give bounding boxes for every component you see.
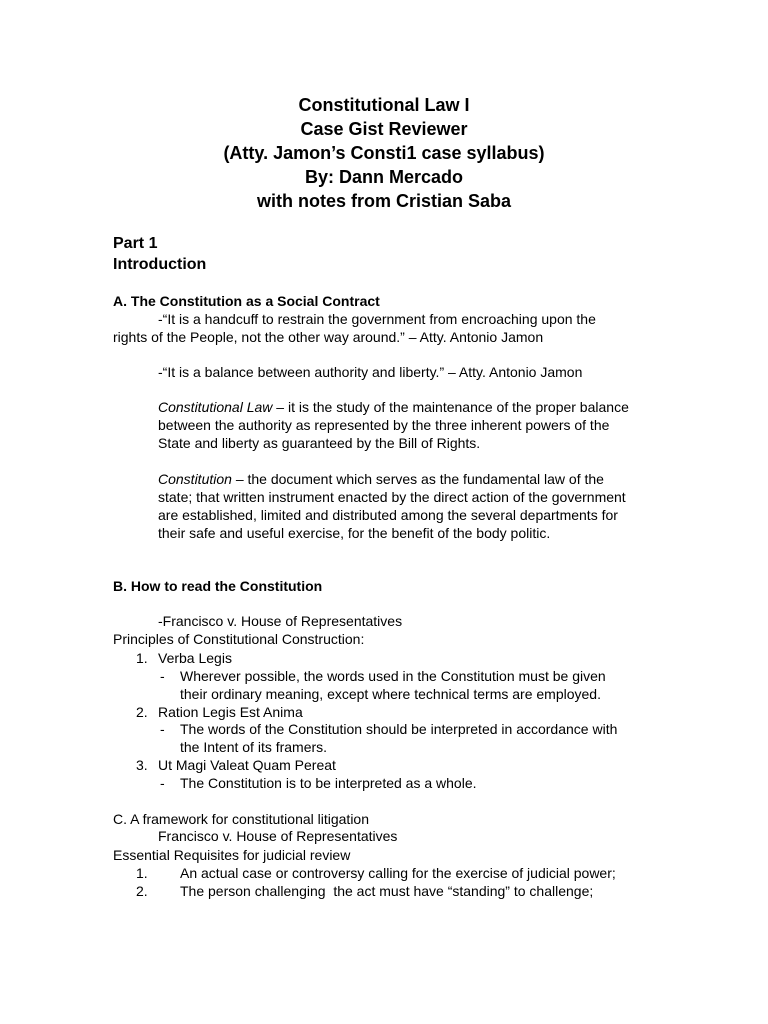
requisite-text: An actual case or controversy calling for the exercise of judicial power;: [180, 865, 616, 881]
principle-name: Verba Legis: [158, 650, 232, 666]
definition-constitution: [158, 470, 642, 542]
case-citation: -Francisco v. House of Representatives: [158, 613, 403, 629]
definition-text: – the document which serves as the fundamental law of the state; that written instrument enacted by the direct action of the government are established, limited and distributed among the several departments for their safe and useful exercise, for the benefit of the body politic.: [158, 471, 626, 541]
principle-description: The words of the Constitution should be interpreted in accordance with: [180, 721, 618, 737]
principle-description: their ordinary meaning, except where technical terms are employed.: [180, 686, 601, 702]
principle-description: Wherever possible, the words used in the Constitution must be given: [180, 668, 606, 684]
dash-bullet: -: [160, 775, 165, 791]
title-line: By: Dann Mercado: [304, 167, 464, 187]
part-label: Part 1: [113, 235, 158, 252]
principle-description: The Constitution is to be interpreted as a whole.: [180, 775, 477, 791]
requisites-label: Essential Requisites for judicial review: [113, 847, 351, 863]
principles-label: Principles of Constitutional Construction:: [113, 631, 365, 647]
definition-term: Constitution: [158, 471, 232, 487]
dash-bullet: -: [160, 668, 165, 684]
quote-line: rights of the People, not the other way around.” – Atty. Antonio Jamon: [113, 329, 544, 345]
title-line: with notes from Cristian Saba: [256, 191, 512, 211]
quote-line: -“It is a balance between authority and liberty.” – Atty. Antonio Jamon: [158, 364, 583, 380]
principle-description: the Intent of its framers.: [180, 739, 328, 755]
list-number: 1.: [136, 650, 148, 666]
title-line: (Atty. Jamon’s Consti1 case syllabus): [223, 143, 545, 163]
definition-term: Constitutional Law: [158, 399, 273, 415]
requisite-text: The person challenging the act must have “standing” to challenge;: [180, 883, 594, 899]
title-line: Case Gist Reviewer: [300, 119, 468, 139]
section-a-heading: A. The Constitution as a Social Contract: [113, 293, 380, 309]
section-c-heading: C. A framework for constitutional litigation: [113, 811, 370, 827]
principle-name: Ut Magi Valeat Quam Pereat: [158, 757, 336, 773]
list-number: 2.: [136, 883, 148, 899]
definition-constitutional-law: [158, 398, 636, 452]
dash-bullet: -: [160, 721, 165, 737]
section-b-heading: B. How to read the Constitution: [113, 578, 323, 594]
document-title: [0, 93, 768, 213]
quote-line: -“It is a handcuff to restrain the government from encroaching upon the: [158, 311, 596, 327]
list-number: 2.: [136, 704, 148, 720]
list-number: 1.: [136, 865, 148, 881]
title-line: Constitutional Law I: [298, 95, 470, 115]
part-name: Introduction: [113, 256, 207, 273]
principle-name: Ration Legis Est Anima: [158, 704, 303, 720]
definition-text: – it is the study of the maintenance of the proper balance between the authority as represented by the three inherent powers of the State and liberty as guaranteed by the Bill of Rights.: [158, 399, 629, 451]
case-citation: Francisco v. House of Representatives: [158, 828, 398, 844]
list-number: 3.: [136, 757, 148, 773]
